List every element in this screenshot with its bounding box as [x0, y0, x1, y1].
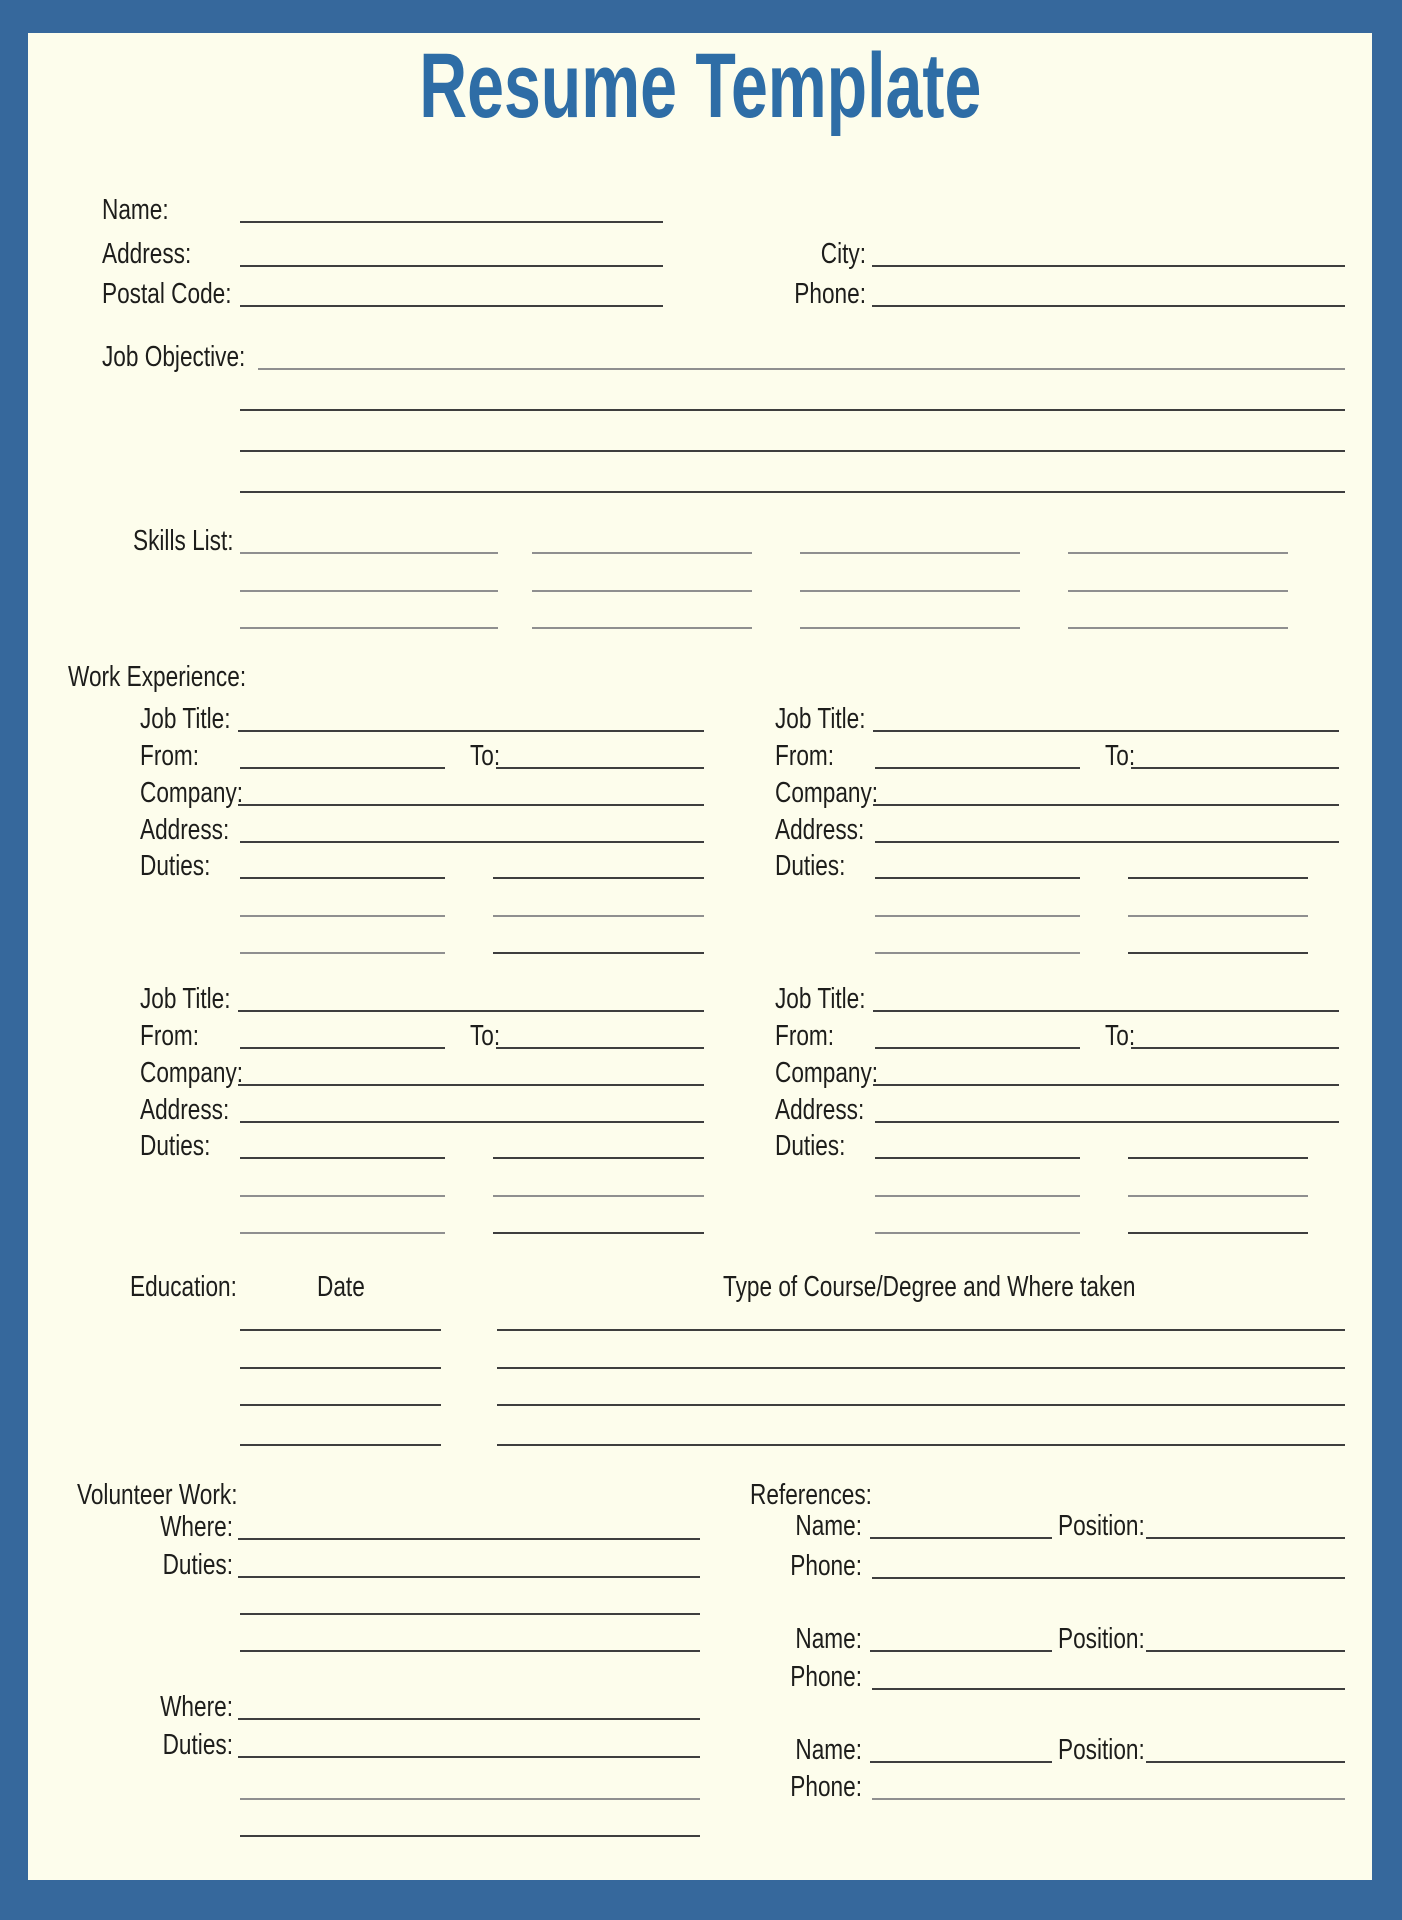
phone-field-line[interactable] — [872, 305, 1345, 307]
skill-line[interactable] — [240, 627, 498, 629]
company-field-line[interactable] — [873, 804, 1339, 806]
job-block — [140, 700, 720, 962]
reference-name-line[interactable] — [870, 1650, 1052, 1652]
job-block — [140, 980, 720, 1242]
duties-field-line[interactable] — [1128, 952, 1308, 954]
phone-label: Phone: — [794, 278, 866, 310]
to-label: To: — [1105, 1020, 1136, 1052]
education-section-label: Education: — [130, 1271, 237, 1303]
address-label: Address: — [140, 814, 230, 846]
skill-line[interactable] — [1068, 590, 1288, 592]
duties-field-line[interactable] — [240, 1195, 445, 1197]
job-title-label: Job Title: — [775, 983, 866, 1015]
reference-name-label: Name: — [795, 1734, 862, 1766]
duties-field-line[interactable] — [240, 877, 445, 879]
reference-position-label: Position: — [1058, 1623, 1145, 1655]
job-title-field-line[interactable] — [238, 1010, 704, 1012]
job-block — [775, 700, 1355, 962]
education-course-line[interactable] — [497, 1367, 1345, 1369]
job-objective-line[interactable] — [240, 491, 1345, 493]
address-field-line[interactable] — [240, 841, 704, 843]
reference-position-line[interactable] — [1146, 1761, 1345, 1763]
reference-name-label: Name: — [795, 1510, 862, 1542]
to-label: To: — [470, 740, 501, 772]
city-field-line[interactable] — [872, 265, 1345, 267]
duties-field-line[interactable] — [875, 877, 1080, 879]
from-field-line[interactable] — [240, 767, 445, 769]
postal-code-field-line[interactable] — [240, 305, 663, 307]
company-label: Company: — [775, 777, 879, 809]
city-label: City: — [820, 238, 866, 270]
education-date-line[interactable] — [240, 1444, 441, 1446]
references-section-label: References: — [750, 1479, 872, 1511]
duties-field-line[interactable] — [240, 1157, 445, 1159]
education-date-line[interactable] — [240, 1329, 441, 1331]
to-label: To: — [1105, 740, 1136, 772]
duties-label: Duties: — [775, 850, 846, 882]
job-objective-line[interactable] — [240, 450, 1345, 452]
education-course-header: Type of Course/Degree and Where taken — [723, 1271, 1136, 1303]
skill-line[interactable] — [532, 627, 752, 629]
from-label: From: — [775, 1020, 835, 1052]
skill-line[interactable] — [532, 552, 752, 554]
education-course-line[interactable] — [497, 1404, 1345, 1406]
duties-label: Duties: — [140, 1130, 211, 1162]
from-field-line[interactable] — [875, 1047, 1080, 1049]
skill-line[interactable] — [240, 590, 498, 592]
duties-field-line[interactable] — [240, 952, 445, 954]
volunteer-duties-label: Duties: — [162, 1729, 233, 1761]
volunteer-duties-line[interactable] — [240, 1613, 700, 1615]
reference-name-line[interactable] — [870, 1761, 1052, 1763]
education-course-line[interactable] — [497, 1444, 1345, 1446]
reference-phone-label: Phone: — [790, 1771, 862, 1803]
duties-field-line[interactable] — [875, 1232, 1080, 1234]
volunteer-where-label: Where: — [160, 1691, 233, 1723]
company-label: Company: — [140, 1057, 244, 1089]
from-field-line[interactable] — [875, 767, 1080, 769]
job-title-field-line[interactable] — [873, 1010, 1339, 1012]
education-date-header: Date — [317, 1271, 365, 1303]
volunteer-duties-line[interactable] — [238, 1576, 700, 1578]
name-label: Name: — [102, 194, 169, 226]
reference-phone-line[interactable] — [872, 1688, 1345, 1690]
address-label: Address: — [140, 1094, 230, 1126]
skill-line[interactable] — [800, 627, 1020, 629]
from-label: From: — [140, 1020, 200, 1052]
postal-code-label: Postal Code: — [102, 278, 232, 310]
job-title-field-line[interactable] — [873, 730, 1339, 732]
duties-field-line[interactable] — [1128, 1232, 1308, 1234]
volunteer-duties-line[interactable] — [240, 1835, 700, 1837]
reference-position-line[interactable] — [1146, 1537, 1345, 1539]
address-label: Address: — [775, 1094, 865, 1126]
volunteer-duties-line[interactable] — [240, 1650, 700, 1652]
address-field-line[interactable] — [875, 1121, 1339, 1123]
duties-field-line[interactable] — [875, 915, 1080, 917]
duties-field-line[interactable] — [1128, 915, 1308, 917]
reference-phone-label: Phone: — [790, 1550, 862, 1582]
job-objective-line[interactable] — [240, 409, 1345, 411]
skill-line[interactable] — [800, 590, 1020, 592]
job-block — [775, 980, 1355, 1242]
from-label: From: — [775, 740, 835, 772]
volunteer-section-label: Volunteer Work: — [77, 1479, 238, 1511]
duties-field-line[interactable] — [875, 1195, 1080, 1197]
address-field-line[interactable] — [240, 1121, 704, 1123]
reference-position-label: Position: — [1058, 1734, 1145, 1766]
skill-line[interactable] — [240, 552, 498, 554]
company-field-line[interactable] — [873, 1084, 1339, 1086]
duties-label: Duties: — [775, 1130, 846, 1162]
reference-position-label: Position: — [1058, 1510, 1145, 1542]
skill-line[interactable] — [1068, 552, 1288, 554]
duties-label: Duties: — [140, 850, 211, 882]
reference-phone-line[interactable] — [872, 1577, 1345, 1579]
work-experience-section-label: Work Experience: — [68, 661, 247, 693]
volunteer-where-line[interactable] — [238, 1538, 700, 1540]
job-title-field-line[interactable] — [238, 730, 704, 732]
job-objective-line[interactable] — [258, 368, 1345, 370]
company-label: Company: — [140, 777, 244, 809]
page-title: Resume Template — [418, 35, 982, 137]
duties-field-line[interactable] — [1128, 877, 1308, 879]
education-course-line[interactable] — [497, 1329, 1345, 1331]
job-title-label: Job Title: — [140, 703, 231, 735]
duties-field-line[interactable] — [1128, 1157, 1308, 1159]
duties-field-line[interactable] — [493, 1157, 704, 1159]
education-date-line[interactable] — [240, 1367, 441, 1369]
duties-field-line[interactable] — [493, 952, 704, 954]
duties-field-line[interactable] — [240, 915, 445, 917]
duties-field-line[interactable] — [493, 1232, 704, 1234]
company-label: Company: — [775, 1057, 879, 1089]
company-field-line[interactable] — [238, 804, 704, 806]
duties-field-line[interactable] — [493, 877, 704, 879]
address-field-line[interactable] — [240, 265, 663, 267]
reference-name-label: Name: — [795, 1623, 862, 1655]
job-title-label: Job Title: — [140, 983, 231, 1015]
duties-field-line[interactable] — [493, 1195, 704, 1197]
duties-field-line[interactable] — [240, 1232, 445, 1234]
volunteer-where-line[interactable] — [238, 1718, 700, 1720]
volunteer-duties-line[interactable] — [238, 1756, 700, 1758]
address-label: Address: — [775, 814, 865, 846]
page-title-wrap — [28, 35, 1372, 137]
job-title-label: Job Title: — [775, 703, 866, 735]
to-field-line[interactable] — [1131, 1047, 1339, 1049]
job-objective-label: Job Objective: — [102, 341, 246, 373]
volunteer-where-label: Where: — [160, 1511, 233, 1543]
to-field-line[interactable] — [496, 1047, 704, 1049]
skill-line[interactable] — [1068, 627, 1288, 629]
reference-phone-line[interactable] — [872, 1798, 1345, 1800]
volunteer-duties-label: Duties: — [162, 1549, 233, 1581]
duties-field-line[interactable] — [875, 952, 1080, 954]
name-field-line[interactable] — [240, 221, 663, 223]
to-label: To: — [470, 1020, 501, 1052]
address-field-line[interactable] — [875, 841, 1339, 843]
duties-field-line[interactable] — [875, 1157, 1080, 1159]
to-field-line[interactable] — [1131, 767, 1339, 769]
company-field-line[interactable] — [238, 1084, 704, 1086]
duties-field-line[interactable] — [493, 915, 704, 917]
address-label: Address: — [102, 238, 192, 270]
reference-position-line[interactable] — [1146, 1650, 1345, 1652]
volunteer-duties-line[interactable] — [240, 1798, 700, 1800]
reference-name-line[interactable] — [870, 1537, 1052, 1539]
skill-line[interactable] — [532, 590, 752, 592]
reference-phone-label: Phone: — [790, 1661, 862, 1693]
from-label: From: — [140, 740, 200, 772]
skill-line[interactable] — [800, 552, 1020, 554]
skills-list-label: Skills List: — [133, 525, 234, 557]
duties-field-line[interactable] — [1128, 1195, 1308, 1197]
to-field-line[interactable] — [496, 767, 704, 769]
from-field-line[interactable] — [240, 1047, 445, 1049]
education-date-line[interactable] — [240, 1404, 441, 1406]
